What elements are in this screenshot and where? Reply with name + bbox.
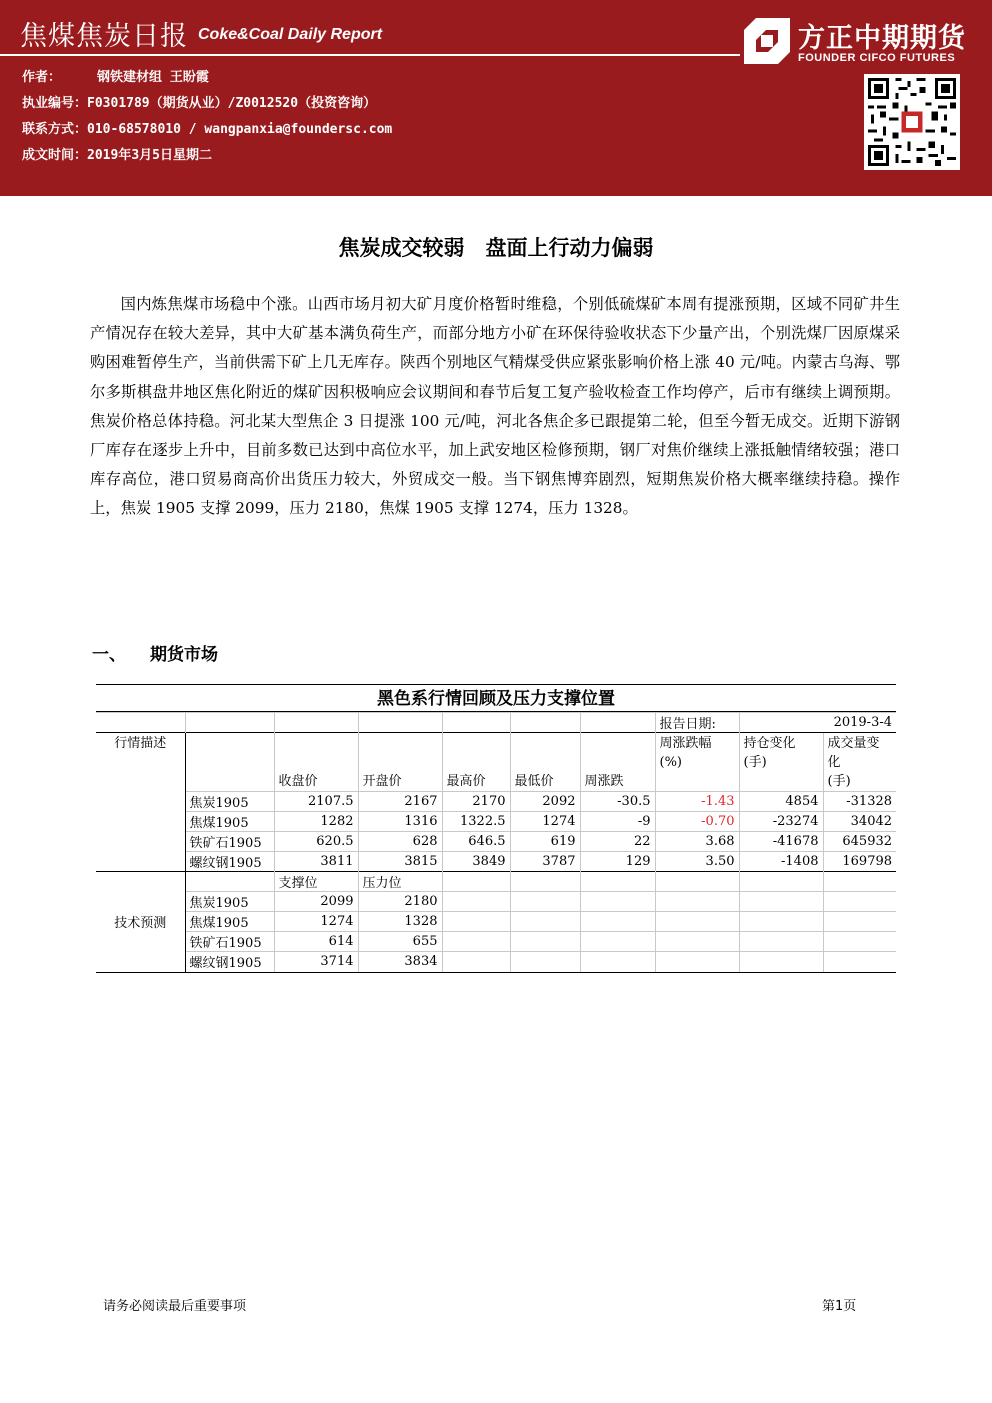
- col-header: 周涨跌幅 (%): [655, 733, 739, 792]
- col-header: 周涨跌: [580, 733, 655, 792]
- report-date-label: 报告日期:: [655, 713, 739, 733]
- support-level: 614: [274, 932, 358, 952]
- col-header: 最低价: [510, 733, 580, 792]
- high-price: 2170: [442, 792, 510, 812]
- report-subtitle: Coke&Coal Daily Report: [198, 26, 383, 43]
- low-price: 619: [510, 832, 580, 852]
- article-body: 国内炼焦煤市场稳中个涨。山西市场月初大矿月度价格暂时维稳，个别低硫煤矿本周有提涨预期，区域不同矿井生产情况存在较大差异，其中大矿基本满负荷生产，而部分地方小矿在环保待验收状态下少量产出，个别洗煤厂因原煤采购困难暂停生产，当前供需下矿上几无库存。陕西个别地区气精煤受供应紧张影响价格上涨 40 元/吨。内蒙古乌海、鄂尔多斯棋盘井地区焦化附近的煤矿因积极响应会议期间和春节后复工复产验收检查工作均停产，后市有继续上调预期。焦炭价格总体持稳。河北某大型焦企 3 日提涨 100 元/吨，河北各焦企多已跟提第二轮，但至今暂无成交。近期下游钢厂库存在逐步上升中，目前多数已达到中高位水平，加上武安地区检修预期，钢厂对焦价继续上涨抵触情绪较强；港口库存高位，港口贸易商高价出货压力较大，外贸成交一般。当下钢焦博弈剧烈，短期焦炭价格大概率继续持稳。操作上，焦炭 1905 支撑 2099，压力 2180，焦煤 1905 支撑 1274，压力 1328。: [90, 295, 900, 518]
- low-price: 2092: [510, 792, 580, 812]
- col-header: 支撑位: [274, 872, 358, 892]
- contract-name: 铁矿石1905: [185, 832, 274, 852]
- table-caption: 黑色系行情回顾及压力支撑位置: [96, 684, 896, 712]
- resistance-level: 3834: [358, 952, 442, 972]
- weekly-change: 22: [580, 832, 655, 852]
- contact-label: 联系方式：: [22, 122, 88, 137]
- author-line: [22, 66, 209, 85]
- table-row: [96, 952, 896, 972]
- close-price: 3811: [274, 852, 358, 872]
- contract-name: 螺纹钢1905: [185, 852, 274, 872]
- section-heading: [92, 640, 218, 665]
- table-row: [96, 932, 896, 952]
- support-level: 1274: [274, 912, 358, 932]
- col-header: 成交量变化 (手): [823, 733, 896, 792]
- founder-logo-icon: [744, 18, 790, 64]
- volume-change: 34042: [823, 812, 896, 832]
- table-row: [96, 852, 896, 872]
- open-price: 3815: [358, 852, 442, 872]
- support-level: 3714: [274, 952, 358, 972]
- date-line: [22, 144, 212, 163]
- license-value: F0301789（期货从业）/Z0012520（投资咨询）: [87, 96, 377, 111]
- date-label: 成文时间：: [22, 148, 88, 163]
- author-value: 钢铁建材组 王盼霞: [97, 70, 209, 85]
- report-date-value: 2019-3-4: [739, 713, 896, 733]
- volume-change: 645932: [823, 832, 896, 852]
- volume-change: 169798: [823, 852, 896, 872]
- table-row: [96, 812, 896, 832]
- close-price: 1282: [274, 812, 358, 832]
- company-logo: [744, 14, 984, 70]
- oi-change: -41678: [739, 832, 823, 852]
- support-level: 2099: [274, 892, 358, 912]
- license-label: 执业编号：: [22, 96, 88, 111]
- report-date-row: [96, 713, 896, 733]
- contract-name: 铁矿石1905: [185, 932, 274, 952]
- close-price: 2107.5: [274, 792, 358, 812]
- market-data-grid: [96, 712, 896, 972]
- table-row: [96, 912, 896, 932]
- footer-disclaimer-note: 请务必阅读最后重要事项: [103, 1299, 247, 1314]
- col-header: 开盘价: [358, 733, 442, 792]
- low-price: 3787: [510, 852, 580, 872]
- contract-name: 焦炭1905: [185, 892, 274, 912]
- oi-change: 4854: [739, 792, 823, 812]
- market-group-label: 行情描述: [96, 733, 185, 872]
- article-title: 焦炭成交较弱 盘面上行动力偏弱: [338, 236, 654, 260]
- resistance-level: 1328: [358, 912, 442, 932]
- contact-line: [22, 118, 392, 137]
- contract-name: 螺纹钢1905: [185, 952, 274, 972]
- tech-group-label: 技术预测: [96, 872, 185, 972]
- close-price: 620.5: [274, 832, 358, 852]
- open-price: 1316: [358, 812, 442, 832]
- weekly-change-pct: 3.68: [655, 832, 739, 852]
- weekly-change: -30.5: [580, 792, 655, 812]
- logo-chinese-name: 方正中期期货: [798, 23, 966, 54]
- open-price: 2167: [358, 792, 442, 812]
- weekly-change-pct: -0.70: [655, 812, 739, 832]
- resistance-level: 655: [358, 932, 442, 952]
- low-price: 1274: [510, 812, 580, 832]
- col-header: 持仓变化 (手): [739, 733, 823, 792]
- weekly-change: 129: [580, 852, 655, 872]
- high-price: 646.5: [442, 832, 510, 852]
- license-line: [22, 92, 376, 111]
- table-row: [96, 832, 896, 852]
- contract-name: 焦炭1905: [185, 792, 274, 812]
- tech-header-row: [96, 872, 896, 892]
- author-label: 作者：: [22, 70, 62, 85]
- section-title: 期货市场: [150, 645, 218, 665]
- table-row: [96, 792, 896, 812]
- header-bottom-band: [0, 185, 992, 196]
- col-header: 收盘价: [274, 733, 358, 792]
- header-divider: [0, 54, 740, 56]
- oi-change: -23274: [739, 812, 823, 832]
- market-table: [96, 684, 896, 974]
- table-bottom-rule: [96, 972, 896, 974]
- section-number: 一、: [92, 645, 126, 665]
- high-price: 1322.5: [442, 812, 510, 832]
- weekly-change-pct: -1.43: [655, 792, 739, 812]
- col-header: 最高价: [442, 733, 510, 792]
- report-title: 焦煤焦炭日报: [20, 21, 188, 52]
- col-header: 压力位: [358, 872, 442, 892]
- contract-name: 焦煤1905: [185, 912, 274, 932]
- high-price: 3849: [442, 852, 510, 872]
- logo-english-name: FOUNDER CIFCO FUTURES: [798, 52, 956, 64]
- report-header: [0, 0, 992, 185]
- page-number: 第1页: [822, 1299, 857, 1314]
- qr-code-icon: [864, 74, 960, 170]
- open-price: 628: [358, 832, 442, 852]
- weekly-change: -9: [580, 812, 655, 832]
- market-header-row: [96, 733, 896, 792]
- contract-name: 焦煤1905: [185, 812, 274, 832]
- oi-change: -1408: [739, 852, 823, 872]
- weekly-change-pct: 3.50: [655, 852, 739, 872]
- table-row: [96, 892, 896, 912]
- resistance-level: 2180: [358, 892, 442, 912]
- date-value: 2019年3月5日星期二: [87, 148, 212, 163]
- contact-value: 010-68578010 / wangpanxia@foundersc.com: [87, 122, 393, 137]
- volume-change: -31328: [823, 792, 896, 812]
